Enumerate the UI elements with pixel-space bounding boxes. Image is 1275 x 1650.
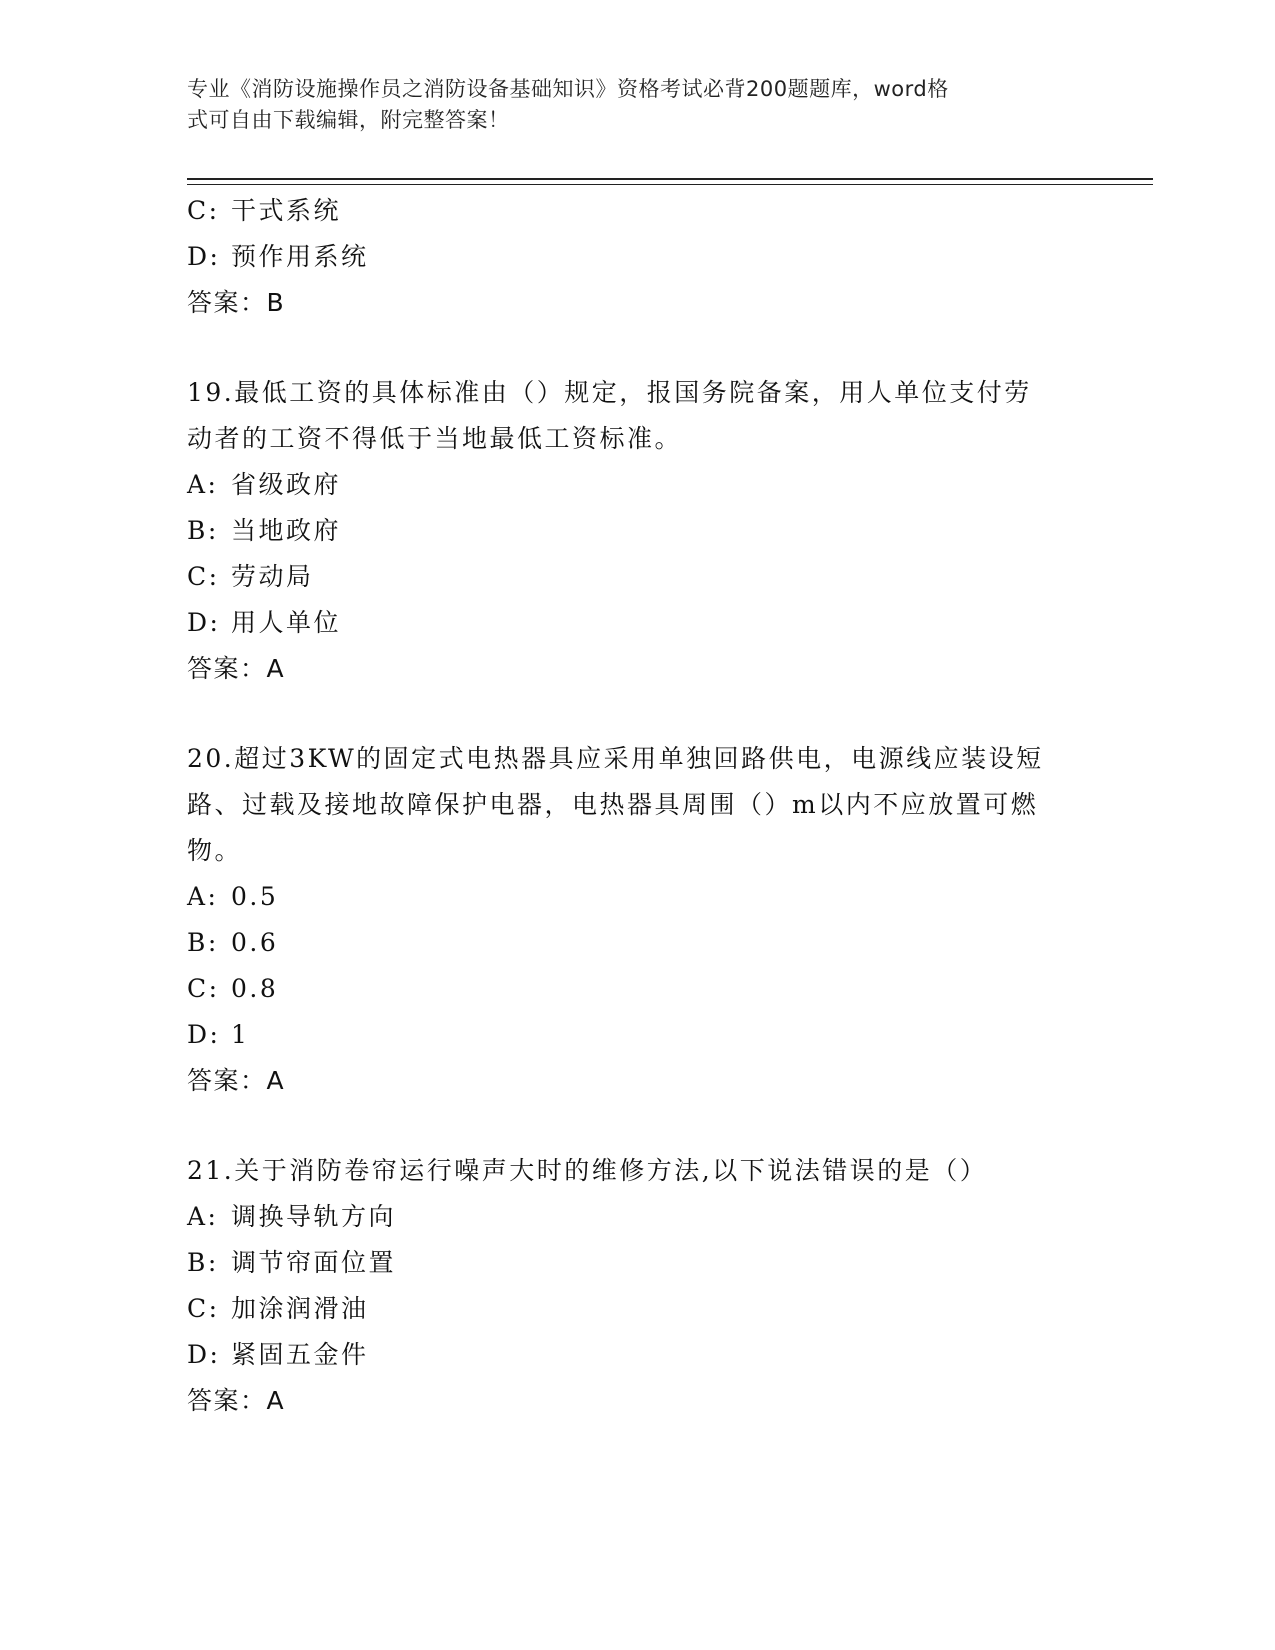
header-line-1: 专业《消防设施操作员之消防设备基础知识》资格考试必背200题题库，word格	[187, 77, 949, 101]
header-divider	[187, 178, 1153, 185]
stem-line: 物。	[187, 836, 243, 865]
option-a	[187, 1194, 1087, 1240]
question-19	[187, 370, 1087, 692]
option-b	[187, 920, 1087, 966]
option-a	[187, 874, 1087, 920]
option-c	[187, 1286, 1087, 1332]
header-line-2: 式可自由下载编辑，附完整答案！	[187, 108, 510, 132]
option-letter: D:	[187, 1020, 221, 1049]
option-text: 0.6	[231, 928, 279, 957]
question-list	[187, 188, 1087, 1424]
option-c	[187, 188, 1087, 234]
option-letter: A:	[187, 1202, 219, 1231]
option-text: 当地政府	[231, 516, 342, 545]
question-stem	[187, 370, 1087, 462]
stem-line: 路、过载及接地故障保护电器，电热器具周围（）m以内不应放置可燃	[187, 790, 1039, 819]
option-letter: B:	[187, 1248, 219, 1277]
option-text: 紧固五金件	[231, 1340, 369, 1369]
option-text: 加涂润滑油	[231, 1294, 369, 1323]
option-letter: A:	[187, 470, 219, 499]
option-text: 省级政府	[231, 470, 342, 499]
option-text: 0.8	[231, 974, 279, 1003]
stem-line: 20.超过3KW的固定式电热器具应采用单独回路供电，电源线应装设短	[187, 744, 1044, 773]
option-letter: B:	[187, 516, 219, 545]
option-d	[187, 1012, 1087, 1058]
option-text: 调节帘面位置	[231, 1248, 397, 1277]
option-letter: A:	[187, 882, 219, 911]
option-b	[187, 1240, 1087, 1286]
question-20	[187, 736, 1087, 1104]
document-header	[187, 74, 1067, 136]
question-21	[187, 1148, 1087, 1424]
option-text: 干式系统	[231, 196, 342, 225]
option-letter: D:	[187, 242, 221, 271]
question-18-continued	[187, 188, 1087, 326]
answer-line: 答案：A	[187, 1066, 286, 1095]
option-a	[187, 462, 1087, 508]
answer-line: 答案：A	[187, 654, 286, 683]
option-d	[187, 600, 1087, 646]
option-letter: D:	[187, 608, 221, 637]
option-letter: B:	[187, 928, 219, 957]
option-letter: C:	[187, 974, 220, 1003]
option-letter: C:	[187, 196, 220, 225]
question-stem	[187, 736, 1087, 874]
stem-line: 21.关于消防卷帘运行噪声大时的维修方法,以下说法错误的是（）	[187, 1156, 988, 1185]
option-c	[187, 554, 1087, 600]
answer-line: 答案：A	[187, 1386, 286, 1415]
answer-line: 答案：B	[187, 288, 286, 317]
option-letter: D:	[187, 1340, 221, 1369]
option-d	[187, 234, 1087, 280]
option-text: 用人单位	[231, 608, 342, 637]
option-letter: C:	[187, 1294, 220, 1323]
option-text: 预作用系统	[231, 242, 369, 271]
option-text: 劳动局	[231, 562, 314, 591]
option-c	[187, 966, 1087, 1012]
option-b	[187, 508, 1087, 554]
question-stem	[187, 1148, 1087, 1194]
option-text: 1	[231, 1020, 250, 1049]
stem-line: 动者的工资不得低于当地最低工资标准。	[187, 424, 683, 453]
option-text: 调换导轨方向	[231, 1202, 397, 1231]
option-letter: C:	[187, 562, 220, 591]
stem-line: 19.最低工资的具体标准由（）规定，报国务院备案，用人单位支付劳	[187, 378, 1032, 407]
option-text: 0.5	[231, 882, 279, 911]
option-d	[187, 1332, 1087, 1378]
